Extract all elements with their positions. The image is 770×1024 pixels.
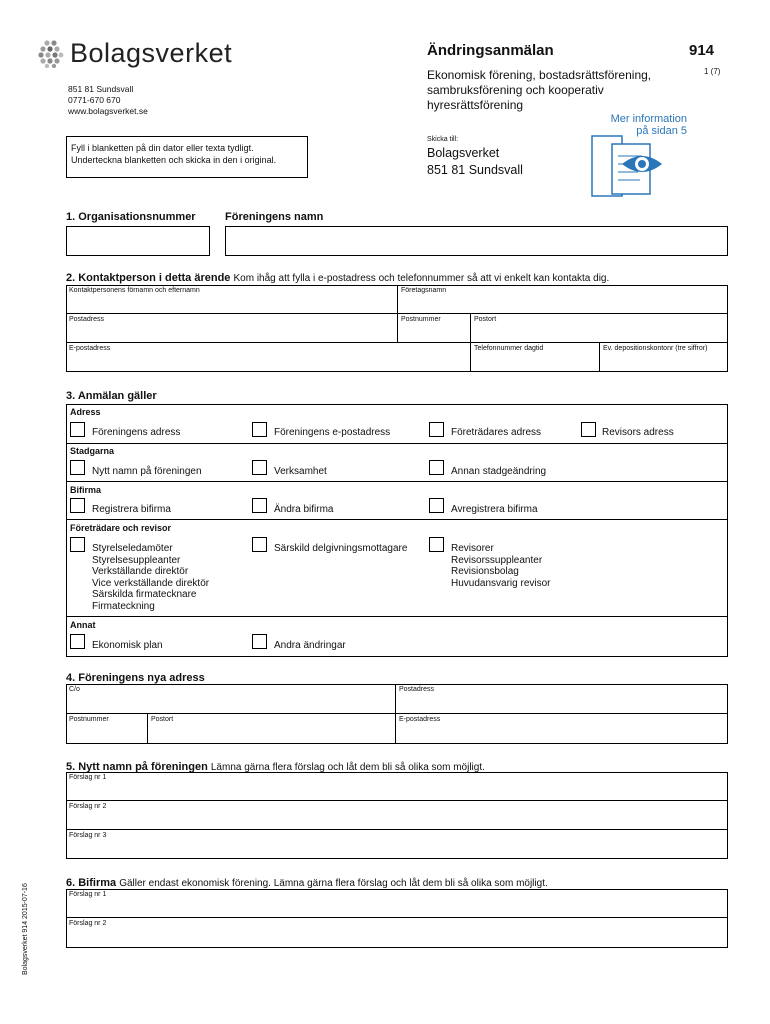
association-name-input[interactable]: [225, 226, 728, 256]
group-title-annat: Annat: [70, 620, 96, 630]
more-info-text[interactable]: [595, 113, 687, 137]
section-4-title: 4. Föreningens nya adress: [66, 672, 205, 684]
checkbox-label: Revisors adress: [602, 427, 674, 438]
section-6-header: [66, 877, 548, 889]
checkbox-association-email[interactable]: [252, 422, 267, 437]
section-2-note: Kom ihåg att fylla i e-postadress och telefonnummer så att vi enkelt kan kontakta dig.: [233, 273, 610, 284]
contact-zip-field[interactable]: [398, 314, 471, 343]
checkbox-representative-address[interactable]: [429, 422, 444, 437]
association-name-label: Föreningens namn: [225, 211, 324, 223]
instruction-line: Underteckna blanketten och skicka in den i original.: [71, 155, 277, 165]
list-item: Vice verkställande direktör: [92, 577, 210, 589]
group-divider: [66, 481, 728, 482]
field-label: C/o: [69, 686, 80, 693]
new-name-proposal-1[interactable]: [66, 772, 728, 801]
field-label: Förslag nr 2: [69, 803, 107, 810]
checkbox-association-address[interactable]: [70, 422, 85, 437]
list-item: Styrelseledamöter: [92, 543, 173, 554]
instructions-box: [66, 136, 308, 178]
checkbox-register-secondary-name[interactable]: [70, 498, 85, 513]
list-item: Firmateckning: [92, 600, 155, 612]
new-city-field[interactable]: [148, 714, 396, 744]
group-title-adress: Adress: [70, 407, 101, 417]
address-line: 851 81 Sundsvall: [68, 84, 134, 94]
group-divider: [66, 519, 728, 520]
list-item: Verkställande direktör: [92, 566, 189, 577]
section-6-title: 6. Bifirma: [66, 877, 117, 889]
sender-address: [68, 84, 148, 117]
section-3-title: 3. Anmälan gäller: [66, 390, 157, 402]
list-item: Revisionsbolag: [451, 566, 519, 577]
section-2-header: [66, 272, 609, 284]
checkbox-label: Föreningens e-postadress: [274, 427, 391, 438]
secondary-name-proposal-1[interactable]: [66, 889, 728, 918]
list-item: Revisorssuppleanter: [451, 554, 543, 566]
checkbox-activity[interactable]: [252, 460, 267, 475]
checkbox-board-members[interactable]: [70, 537, 85, 552]
list-item: Styrelsesuppleanter: [92, 554, 181, 566]
checkbox-label: Ekonomisk plan: [92, 640, 163, 651]
checkbox-label: Nytt namn på föreningen: [92, 466, 202, 477]
field-label: Företagsnamn: [401, 287, 447, 294]
instruction-line: Fyll i blanketten på din dator eller texta tydligt.: [71, 143, 254, 153]
checkbox-change-secondary-name[interactable]: [252, 498, 267, 513]
org-number-input[interactable]: [66, 226, 210, 256]
section-5-note: Lämna gärna flera förslag och låt dem bli så olika som möjligt.: [210, 762, 485, 773]
group-title-representatives: Företrädare och revisor: [70, 523, 172, 533]
field-label: Förslag nr 3: [69, 832, 107, 839]
field-label: Postadress: [399, 686, 435, 693]
send-to-line: Bolagsverket: [427, 146, 500, 160]
secondary-name-proposal-2[interactable]: [66, 918, 728, 948]
website-link[interactable]: www.bolagsverket.se: [68, 106, 148, 116]
form-title: Ändringsanmälan: [427, 42, 554, 59]
checkbox-economic-plan[interactable]: [70, 634, 85, 649]
info-line: på sidan 5: [636, 125, 687, 137]
new-email-field[interactable]: [396, 714, 728, 744]
contact-name-field[interactable]: [66, 285, 398, 314]
field-label: E-postadress: [399, 716, 441, 723]
field-label: Förslag nr 1: [69, 891, 107, 898]
new-zip-field[interactable]: [66, 714, 148, 744]
checkbox-label-list: [451, 543, 551, 589]
list-item: Revisorer: [451, 543, 494, 554]
field-label: Postort: [474, 316, 497, 323]
page-indicator: 1 (7): [704, 67, 721, 76]
co-field[interactable]: [66, 684, 396, 714]
checkbox-other-changes[interactable]: [252, 634, 267, 649]
subtitle-line: Ekonomisk förening, bostadsrättsförening,: [427, 68, 652, 82]
checkbox-label: Företrädares adress: [451, 427, 542, 438]
field-label: Ev. depositionskontonr (tre siffror): [603, 345, 708, 352]
field-label: Postort: [151, 716, 174, 723]
logo-dots-icon: [38, 40, 64, 68]
field-label: Postadress: [69, 316, 105, 323]
checkbox-label: Andra ändringar: [274, 640, 346, 651]
info-line: Mer information: [610, 113, 687, 125]
contact-city-field[interactable]: [471, 314, 728, 343]
new-postal-address-field[interactable]: [396, 684, 728, 714]
list-item: Särskilda firmatecknare: [92, 589, 197, 600]
group-divider: [66, 443, 728, 444]
section-6-note: Gäller endast ekonomisk förening. Lämna gärna flera förslag och låt dem bli så olika som möjligt.: [119, 878, 548, 889]
field-label: Postnummer: [69, 716, 109, 723]
field-label: Kontaktpersonens förnamn och efternamn: [69, 287, 200, 294]
field-label: Telefonnummer dagtid: [474, 345, 544, 352]
checkbox-auditors[interactable]: [429, 537, 444, 552]
deposit-account-field[interactable]: [600, 343, 728, 372]
group-title-bifirma: Bifirma: [70, 485, 102, 495]
list-item: Huvudansvarig revisor: [451, 577, 551, 589]
send-to-line: 851 81 Sundsvall: [427, 163, 523, 177]
field-label: Postnummer: [401, 316, 441, 323]
company-name-field[interactable]: [398, 285, 728, 314]
checkbox-label: Föreningens adress: [92, 427, 181, 438]
subtitle-line: sambruksförening och kooperativ: [427, 83, 604, 97]
form-version-side-text: Bolagsverket 914 2015-07-16: [22, 883, 29, 975]
checkbox-label: Annan stadgeändring: [451, 466, 547, 477]
contact-address-field[interactable]: [66, 314, 398, 343]
checkbox-auditor-address[interactable]: [581, 422, 596, 437]
checkbox-service-recipient[interactable]: [252, 537, 267, 552]
checkbox-deregister-secondary-name[interactable]: [429, 498, 444, 513]
form-number: 914: [689, 42, 715, 59]
field-label: Förslag nr 2: [69, 920, 107, 927]
section-2-title: 2. Kontaktperson i detta ärende: [66, 272, 231, 284]
field-label: E-postadress: [69, 345, 111, 352]
group-divider: [66, 616, 728, 617]
contact-email-field[interactable]: [66, 343, 471, 372]
group-title-stadgarna: Stadgarna: [70, 446, 115, 456]
checkbox-label-list: [92, 543, 209, 612]
contact-phone-field[interactable]: [471, 343, 600, 372]
new-name-proposal-2[interactable]: [66, 801, 728, 830]
phone-line: 0771-670 670: [68, 95, 121, 105]
checkbox-label: Avregistrera bifirma: [451, 504, 538, 515]
section-5-title: 5. Nytt namn på föreningen: [66, 761, 208, 773]
subtitle-line: hyresrättsförening: [427, 98, 524, 112]
send-to-address: [427, 145, 523, 179]
logo-text: Bolagsverket: [70, 38, 233, 68]
form-subtitle: [427, 68, 687, 113]
checkbox-label: Ändra bifirma: [274, 504, 334, 515]
checkbox-other-statute-change[interactable]: [429, 460, 444, 475]
new-name-proposal-3[interactable]: [66, 830, 728, 859]
section-1-title: 1. Organisationsnummer: [66, 211, 196, 223]
send-to-label: Skicka till:: [427, 136, 459, 143]
checkbox-label: Registrera bifirma: [92, 504, 171, 515]
checkbox-label: Särskild delgivningsmottagare: [274, 543, 408, 554]
checkbox-new-name[interactable]: [70, 460, 85, 475]
checkbox-label: Verksamhet: [274, 466, 327, 477]
field-label: Förslag nr 1: [69, 774, 107, 781]
